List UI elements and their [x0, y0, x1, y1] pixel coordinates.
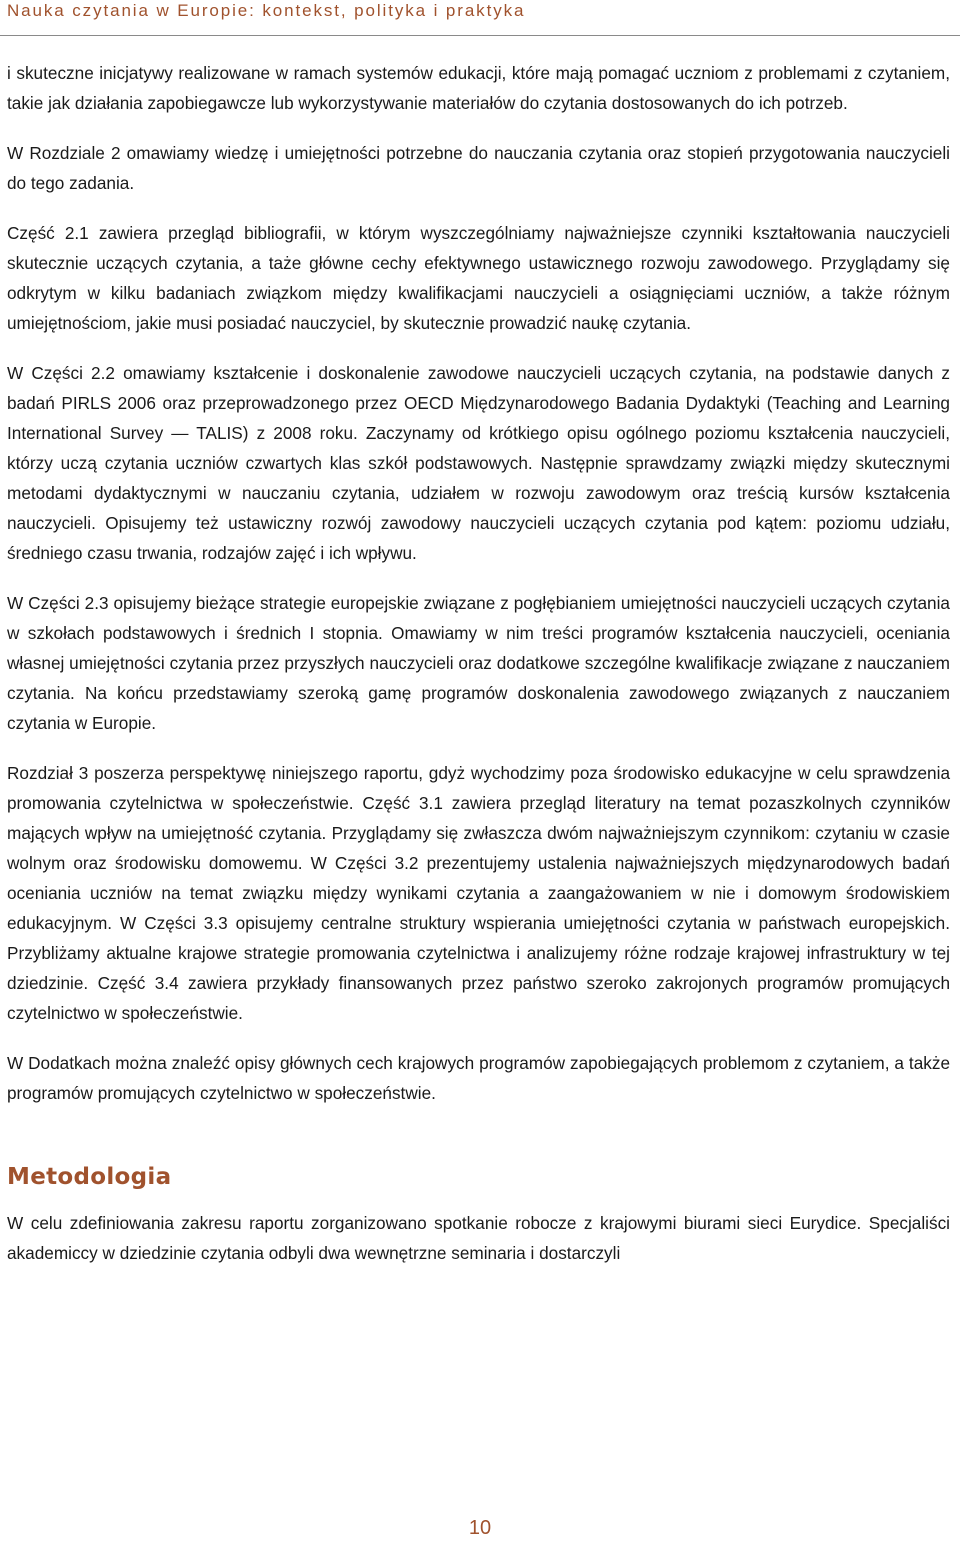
paragraph-part-2-2: W Części 2.2 omawiamy kształcenie i doskonalenie zawodowe nauczycieli uczących czytania, na podstawie danych z badań PIRLS 2006 oraz przeprowadzonego przez OECD Międzynarodowego Badania Dydaktyki (Teaching and Learning International Survey — TALIS) z 2008 roku. Zaczynamy od krótkiego opisu ogólnego poziomu kształcenia nauczycieli, którzy uczą czytania uczniów czwartych klas szkół podstawowych. Następnie sprawdzamy związki między skutecznymi metodami dydaktycznymi w nauczaniu czytania, udziałem w rozwoju zawodowym oraz treścią kursów kształcenia nauczycieli. Opisujemy też ustawiczny rozwój zawodowy nauczycieli uczących czytania pod kątem: poziomu udziału, średniego czasu trwania, rodzajów zajęć i ich wpływu. [7, 363, 950, 563]
paragraph-chapter-2-intro: W Rozdziale 2 omawiamy wiedzę i umiejętności potrzebne do nauczania czytania oraz stopień przygotowania nauczycieli do tego zadania. [7, 143, 950, 193]
paragraph-part-2-1: Część 2.1 zawiera przegląd bibliografii, w którym wyszczególniamy najważniejsze czynniki kształtowania nauczycieli skutecznie uczących czytania, a taże główne cechy efektywnego ustawicznego rozwoju zawodowego. Przyglądamy się odkrytym w kilku badaniach związkom między kwalifikacjami nauczycieli a osiągnięciami uczniów, a także różnym umiejętnościom, jakie musi posiadać nauczyciel, by skutecznie prowadzić naukę czytania. [7, 223, 950, 333]
page-number: 10 [468, 1517, 492, 1539]
running-header: Nauka czytania w Europie: kontekst, polityka i praktyka [7, 1, 526, 20]
paragraph-problem-initiatives: i skuteczne inicjatywy realizowane w ramach systemów edukacji, które mają pomagać uczniom z problemami z czytaniem, takie jak działania zapobiegawcze lub wykorzystywanie materiałów do czytania dostosowanych do ich potrzeb. [7, 63, 950, 113]
page-body [7, 58, 950, 1288]
section-heading-methodology: Metodologia [7, 1164, 172, 1190]
paragraph-methodology: W celu zdefiniowania zakresu raportu zorganizowano spotkanie robocze z krajowymi biurami sieci Eurydice. Specjaliści akademiccy w dziedzinie czytania odbyli dwa wewnętrzne seminaria i dostarczyli [7, 1213, 950, 1263]
paragraph-appendices: W Dodatkach można znaleźć opisy głównych cech krajowych programów zapobiegających problemom z czytaniem, a także programów promujących czytelnictwo w społeczeństwie. [7, 1053, 950, 1103]
header-divider [0, 35, 960, 36]
paragraph-part-2-3: W Części 2.3 opisujemy bieżące strategie europejskie związane z pogłębianiem umiejętności nauczycieli uczących czytania w szkołach podstawowych i średnich I stopnia. Omawiamy w nim treści programów kształcenia nauczycieli, oceniania własnej umiejętności czytania przez przyszłych nauczycieli oraz dodatkowe szczególne kwalifikacje związane z nauczaniem czytania. Na końcu przedstawiamy szeroką gamę programów doskonalenia zawodowego związanych z nauczaniem czytania w Europie. [7, 593, 950, 733]
paragraph-chapter-3: Rozdział 3 poszerza perspektywę niniejszego raportu, gdyż wychodzimy poza środowisko edukacyjne w celu sprawdzenia promowania czytelnictwa w społeczeństwie. Część 3.1 zawiera przegląd literatury na temat pozaszkolnych czynników mających wpływ na umiejętność czytania. Przyglądamy się zwłaszcza dwóm najważniejszym czynnikom: czytaniu w czasie wolnym oraz środowisku domowemu. W Części 3.2 prezentujemy ustalenia najważniejszych międzynarodowych badań oceniania uczniów na temat związku między wynikami czytania a zaangażowaniem w nie i domowym środowiskiem edukacyjnym. W Części 3.3 opisujemy centralne struktury wspierania umiejętności czytania w państwach europejskich. Przybliżamy aktualne krajowe strategie promowania czytelnictwa i analizujemy różne rodzaje krajowej infrastruktury w tej dziedzinie. Część 3.4 zawiera przykłady finansowanych przez państwo szeroko zakrojonych programów promujących czytelnictwo w społeczeństwie. [7, 763, 950, 1023]
